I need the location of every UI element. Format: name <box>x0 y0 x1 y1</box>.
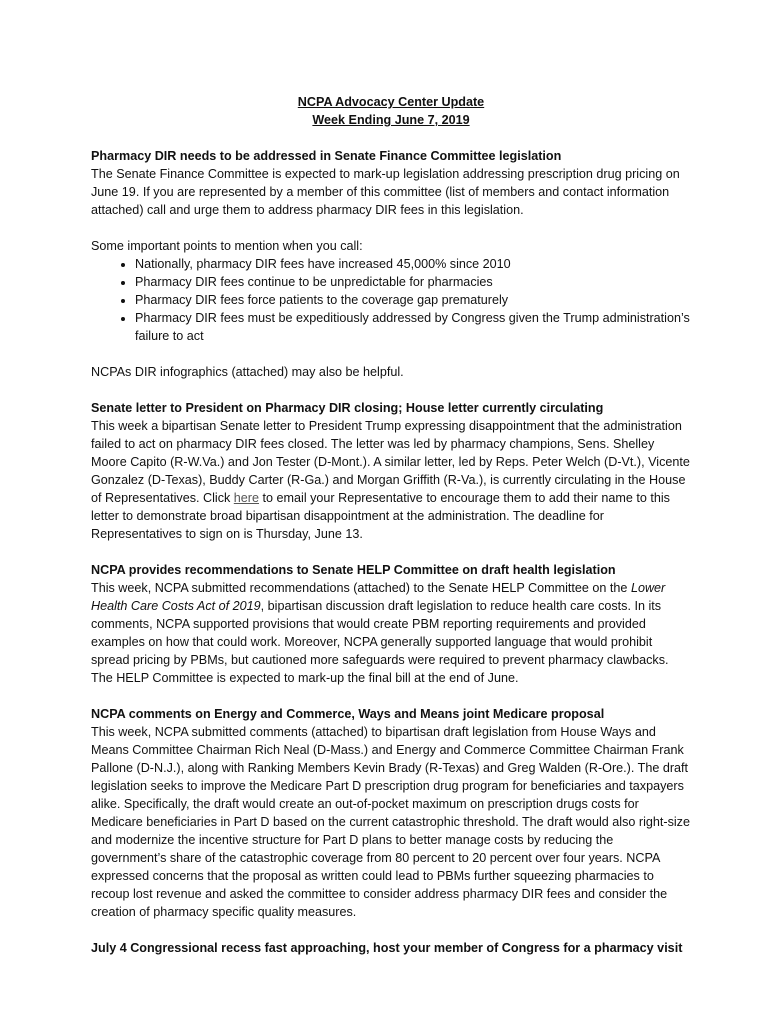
points-intro: Some important points to mention when you call: <box>91 239 363 253</box>
section-body-dir-finance: The Senate Finance Committee is expected to mark-up legislation addressing prescription drug pricing on June 19. If you are represented by a member of this committee (list of members and contact information attached) call and urge them to address pharmacy DIR fees in this legislation. <box>91 167 680 217</box>
body-text: to email your Representative to encourage them to add their name to this letter to demonstrate broad bipartisan disappointment at the administration. The deadline for Representatives to sign on is Thursday, June 13. <box>91 491 670 541</box>
section-body-medicare-proposal: This week, NCPA submitted comments (attached) to bipartisan draft legislation from House Ways and Means Committee Chairman Rich Neal (D-Mass.) and Energy and Commerce Committee Chairman Frank Pallone (D-N.J.), along with Ranking Members Kevin Brady (R-Texas) and Greg Walden (R-Ore.). The draft legislation seeks to improve the Medicare Part D prescription drug program for beneficiaries and taxpayers alike. Specifically, the draft would create an out-of-pocket maximum on prescription drugs costs for Medicare beneficiaries in Part D based on the current catastrophic threshold. The draft would also right-size and modernize the incentive structure for Part D plans to better manage costs by reducing the government’s share of the catastrophic coverage from 80 percent to 20 percent over four years. NCPA expressed concerns that the proposal as written could lead to PBMs further squeezing pharmacies to recoup lost revenue and asked the committee to consider address pharmacy DIR fees and consider the creation of pharmacy specific quality measures. <box>91 725 690 919</box>
list-item: • Nationally, pharmacy DIR fees have increased 45,000% since 2010 <box>135 255 691 273</box>
bill-title: Lower Health Care Costs Act of 2019 <box>91 581 666 613</box>
points-list <box>91 255 691 345</box>
section-body-senate-letter <box>91 417 691 543</box>
email-representative-link[interactable]: here <box>233 491 260 505</box>
document-page <box>91 93 691 957</box>
infographics-note: NCPAs DIR infographics (attached) may also be helpful. <box>91 365 404 379</box>
body-text: , bipartisan discussion draft legislation to reduce health care costs. In its comments, NCPA supported provisions that would create PBM reporting requirements and provided examples on how that could work. Moreover, NCPA generally supported language that would prohibit spread pricing by PBMs, but cautioned more safeguards were required to prevent pharmacy clawbacks. The HELP Committee is expected to mark-up the final bill at the end of June. <box>91 599 669 685</box>
section-heading-dir-finance: Pharmacy DIR needs to be addressed in Senate Finance Committee legislation <box>91 149 562 163</box>
list-item: • Pharmacy DIR fees continue to be unpredictable for pharmacies <box>135 273 691 291</box>
body-text: This week, NCPA submitted recommendations (attached) to the Senate HELP Committee on the <box>91 581 631 595</box>
doc-title: NCPA Advocacy Center Update <box>297 95 485 109</box>
section-heading-help-committee: NCPA provides recommendations to Senate HELP Committee on draft health legislation <box>91 563 616 577</box>
section-heading-medicare-proposal: NCPA comments on Energy and Commerce, Ways and Means joint Medicare proposal <box>91 707 605 721</box>
doc-subtitle: Week Ending June 7, 2019 <box>312 113 470 127</box>
section-heading-recess: July 4 Congressional recess fast approaching, host your member of Congress for a pharmacy visit <box>91 941 683 955</box>
section-body-help-committee <box>91 579 691 687</box>
list-item: • Pharmacy DIR fees force patients to the coverage gap prematurely <box>135 291 691 309</box>
list-item: • Pharmacy DIR fees must be expeditiously addressed by Congress given the Trump administration’s failure to act <box>135 309 691 345</box>
section-heading-senate-letter: Senate letter to President on Pharmacy DIR closing; House letter currently circulating <box>91 401 604 415</box>
body-text: This week a bipartisan Senate letter to President Trump expressing disappointment that the administration failed to act on pharmacy DIR fees closed. The letter was led by pharmacy champions, Sens. Shelley Moore Capito (R-W.Va.) and Jon Tester (D-Mont.). A similar letter, led by Reps. Peter Welch (D-Vt.), Vicente Gonzalez (D-Texas), Buddy Carter (R-Ga.) and Morgan Griffith (R-Va.), is currently circulating in the House of Representatives. Click <box>91 419 690 505</box>
